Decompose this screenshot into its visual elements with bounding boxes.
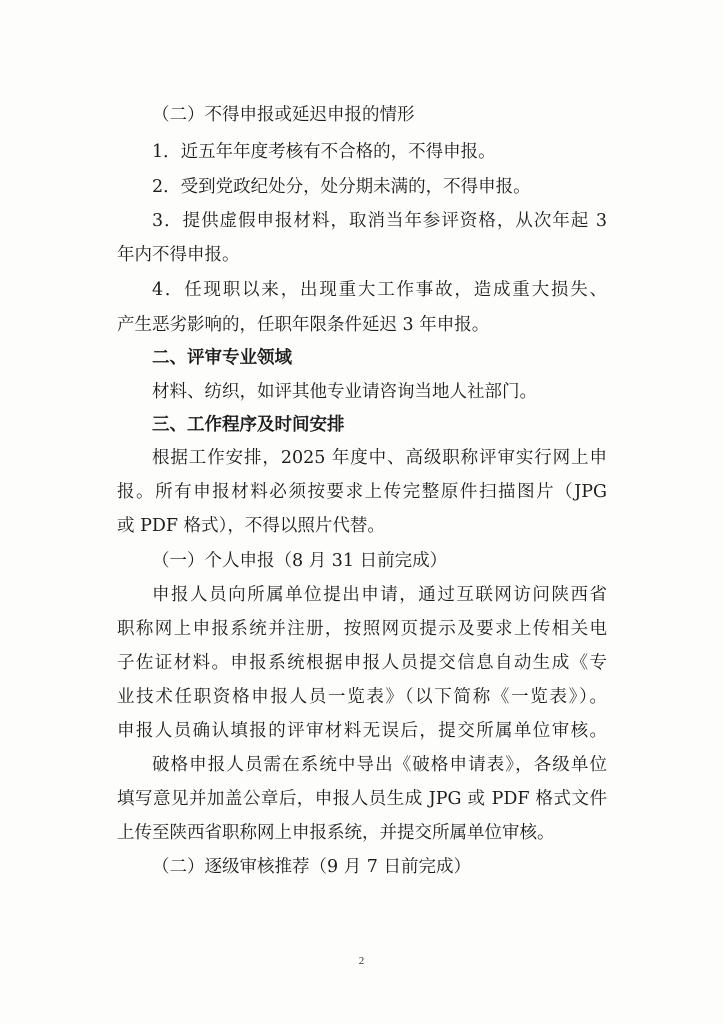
paragraph-item-2: 2．受到党政纪处分，处分期未满的，不得申报。 bbox=[152, 177, 531, 197]
paragraph-review-fields: 材料、纺织，如评其他专业请咨询当地人社部门。 bbox=[152, 382, 537, 402]
paragraph-item-3-line-2: 年内不得申报。 bbox=[117, 245, 240, 265]
paragraph-personal-line-5: 申报人员确认填报的评审材料无误后，提交所属单位审核。 bbox=[117, 721, 607, 741]
paragraph-item-1: 1．近五年年度考核有不合格的，不得申报。 bbox=[152, 142, 496, 162]
paragraph-procedure-line-1: 根据工作安排，2025 年度中、高级职称评审实行网上申 bbox=[152, 448, 607, 468]
paragraph-procedure-line-2: 报。所有申报材料必须按要求上传完整原件扫描图片（JPG bbox=[117, 482, 607, 502]
subheading-personal-application: （一）个人申报（8 月 31 日前完成） bbox=[152, 551, 448, 571]
subheading-restrictions: （二）不得申报或延迟申报的情形 bbox=[152, 105, 415, 125]
page-number: 2 bbox=[358, 955, 365, 967]
paragraph-personal-line-4: 业技术任职资格申报人员一览表》（以下简称《一览表》）。 bbox=[117, 687, 607, 707]
section-heading-procedure: 三、工作程序及时间安排 bbox=[152, 415, 345, 435]
paragraph-exceptional-line-3: 上传至陕西省职称网上申报系统，并提交所属单位审核。 bbox=[117, 823, 555, 843]
paragraph-personal-line-2: 职称网上申报系统并注册，按照网页提示及要求上传相关电 bbox=[117, 619, 607, 639]
paragraph-personal-line-1: 申报人员向所属单位提出申请，通过互联网访问陕西省 bbox=[152, 585, 607, 605]
subheading-review-recommendation: （二）逐级审核推荐（9 月 7 日前完成） bbox=[152, 857, 471, 877]
section-heading-review-fields: 二、评审专业领域 bbox=[152, 348, 292, 368]
paragraph-exceptional-line-2: 填写意见并加盖公章后，申报人员生成 JPG 或 PDF 格式文件 bbox=[117, 789, 607, 809]
paragraph-item-3-line-1: 3．提供虚假申报材料，取消当年参评资格，从次年起 3 bbox=[152, 211, 607, 231]
paragraph-exceptional-line-1: 破格申报人员需在系统中导出《破格申请表》，各级单位 bbox=[152, 755, 607, 775]
paragraph-item-4-line-1: 4．任现职以来，出现重大工作事故，造成重大损失、 bbox=[152, 280, 607, 300]
paragraph-personal-line-3: 子佐证材料。申报系统根据申报人员提交信息自动生成《专 bbox=[117, 653, 607, 673]
paragraph-item-4-line-2: 产生恶劣影响的，任职年限条件延迟 3 年申报。 bbox=[117, 315, 490, 335]
paragraph-procedure-line-3: 或 PDF 格式），不得以照片代替。 bbox=[117, 516, 385, 536]
